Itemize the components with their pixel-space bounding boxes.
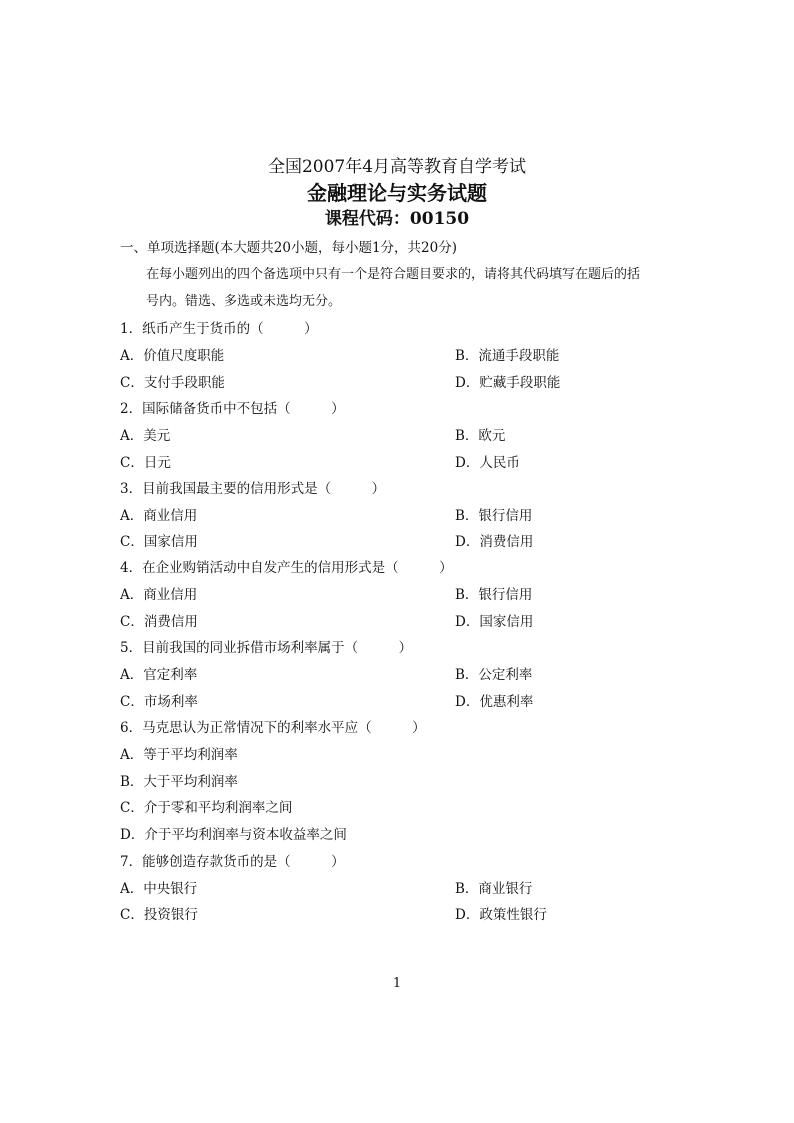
- question-4-option-a: A．商业信用: [120, 587, 198, 603]
- question-2-option-c: C．日元: [120, 455, 171, 471]
- question-2-option-a: A．美元: [120, 428, 171, 444]
- question-4-option-b: B．银行信用: [455, 587, 533, 603]
- question-7-option-b: B．商业银行: [455, 881, 533, 897]
- section-instruction-line1: 在每小题列出的四个备选项中只有一个是符合题目要求的，请将其代码填写在题后的括: [146, 267, 641, 282]
- question-3-stem: 3．目前我国最主要的信用形式是（ ）: [120, 481, 386, 497]
- question-7-option-a: A．中央银行: [120, 881, 198, 897]
- question-4-option-d: D．国家信用: [455, 614, 534, 630]
- question-7-stem: 7．能够创造存款货币的是（ ）: [120, 854, 345, 870]
- question-2-stem: 2．国际储备货币中不包括（ ）: [120, 401, 345, 417]
- question-6-option-d: D．介于平均利润率与资本收益率之间: [120, 827, 347, 843]
- question-1-option-b: B．流通手段职能: [455, 348, 560, 364]
- question-3-option-a: A．商业信用: [120, 508, 198, 524]
- question-6-stem: 6．马克思认为正常情况下的利率水平应（ ）: [120, 720, 426, 736]
- question-2-option-b: B．欧元: [455, 428, 506, 444]
- question-1-stem: 1．纸币产生于货币的（ ）: [120, 321, 318, 337]
- question-5-option-c: C．市场利率: [120, 694, 198, 710]
- question-5-option-a: A．官定利率: [120, 667, 198, 683]
- exam-course-code: 课程代码：00150: [324, 209, 470, 229]
- question-3-option-d: D．消费信用: [455, 534, 534, 550]
- question-6-option-c: C．介于零和平均利润率之间: [120, 800, 293, 816]
- question-5-option-b: B．公定利率: [455, 667, 533, 683]
- question-2-option-d: D．人民币: [455, 455, 520, 471]
- question-1-option-c: C．支付手段职能: [120, 375, 225, 391]
- question-1-option-a: A．价值尺度职能: [120, 348, 225, 364]
- question-3-option-c: C．国家信用: [120, 534, 198, 550]
- section-heading: 一、单项选择题(本大题共20小题，每小题1分，共20分): [120, 240, 457, 256]
- exam-title-line1: 全国2007年4月高等教育自学考试: [267, 157, 527, 177]
- question-3-option-b: B．银行信用: [455, 508, 533, 524]
- page-number: 1: [392, 976, 402, 991]
- question-7-option-c: C．投资银行: [120, 907, 198, 923]
- question-6-option-a: A．等于平均利润率: [120, 747, 238, 763]
- question-6-option-b: B．大于平均利润率: [120, 774, 238, 790]
- question-1-option-d: D．贮藏手段职能: [455, 375, 561, 391]
- question-5-option-d: D．优惠利率: [455, 694, 534, 710]
- question-4-option-c: C．消费信用: [120, 614, 198, 630]
- question-5-stem: 5．目前我国的同业拆借市场利率属于（ ）: [120, 640, 413, 656]
- question-7-option-d: D．政策性银行: [455, 907, 547, 923]
- section-instruction-line2: 号内。错选、多选或未选均无分。: [146, 294, 342, 309]
- question-4-stem: 4．在企业购销活动中自发产生的信用形式是（ ）: [120, 560, 453, 576]
- exam-title-subject: 金融理论与实务试题: [307, 181, 487, 205]
